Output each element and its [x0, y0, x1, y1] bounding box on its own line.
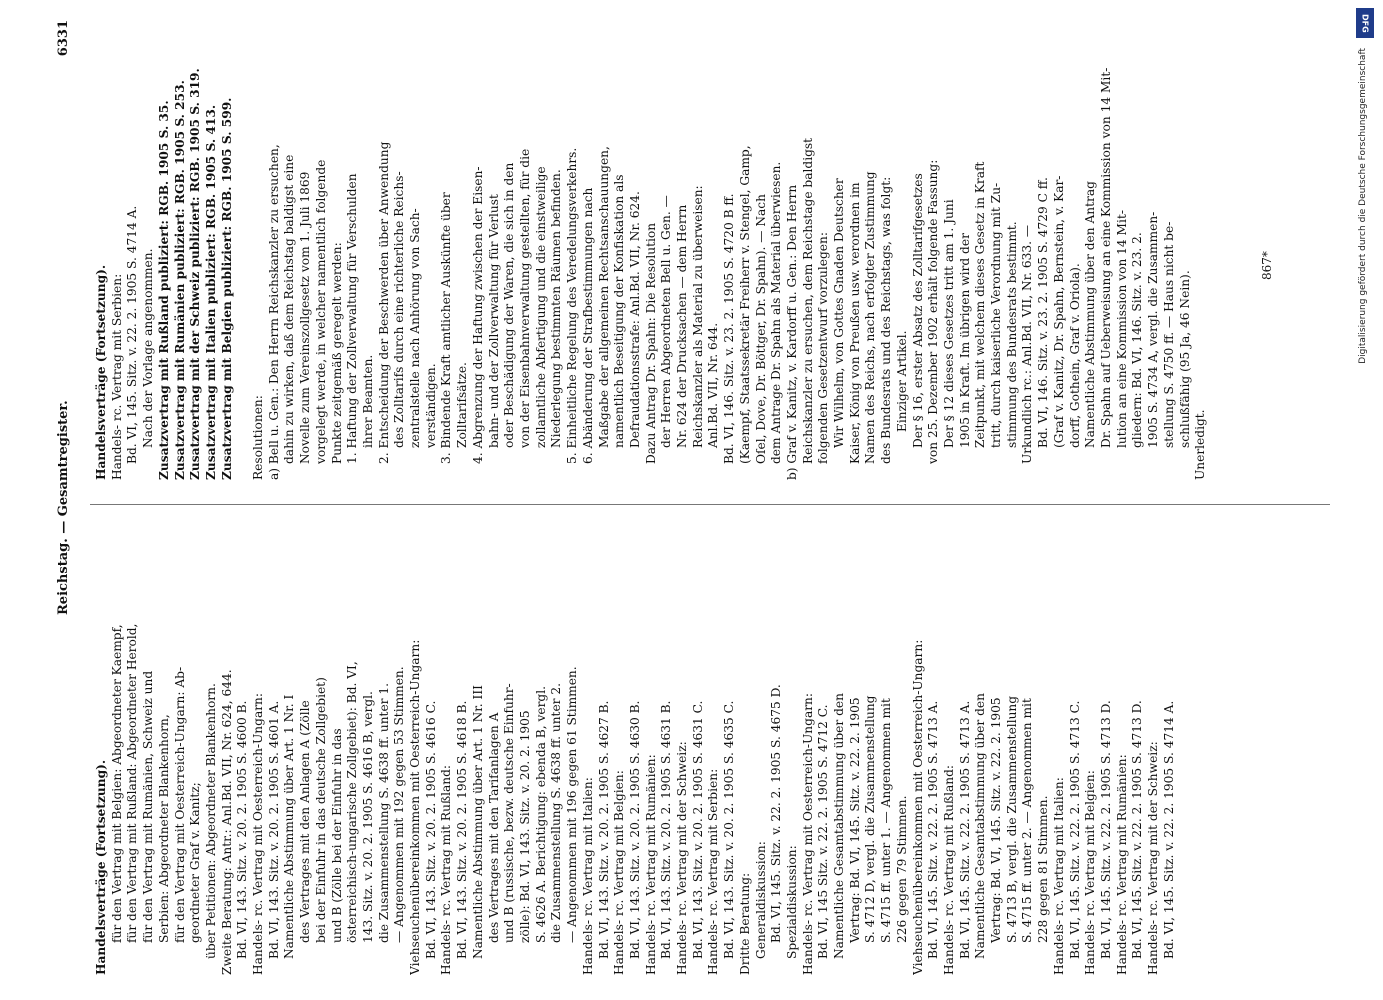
text-line: österreichisch-ungarische Zollgebiet): Bd. VI, — [345, 661, 360, 943]
text-line: dorff, Gothein, Graf v. Oriola). — [1067, 263, 1082, 448]
dfg-logo: DFG — [1356, 8, 1374, 38]
text-line: Einziger Artikel. — [894, 330, 909, 432]
text-line: b) Graf v. Kanitz, v. Kardorff u. Gen.: Den Herrn — [784, 184, 799, 480]
text-line: des Vertrages mit den Anlagen A (Zölle — [298, 700, 313, 943]
text-line: — Angenommen mit 192 gegen 53 Stimmen. — [392, 666, 407, 943]
column-divider — [90, 504, 1330, 505]
text-line: Bd. VI, 143. Sitz. v. 20. 2. 1905 S. 4631 B. — [659, 700, 674, 959]
text-line: Dr. Spahn auf Ueberweisung an eine Kommission von 14 Mit- — [1099, 67, 1113, 448]
text-line: Niederlegung bestimmten Räumen befinden. — [549, 169, 564, 448]
digitization-note: Digitalisierung gefördert durch die Deutsche Forschungsgemeinschaft — [1358, 48, 1368, 364]
text-line: S. 4715 ff. unter 1. — Angenommen mit — [879, 698, 894, 943]
text-line: Bd. VI, 143. Sitz. v. 20. 2. 1905 S. 4627 B. — [596, 700, 611, 959]
text-line: Handels- rc. Vertrag mit Oesterreich-Ungarn: — [800, 692, 815, 975]
text-line: oder Beschädigung der Waren, die sich in den — [502, 162, 517, 448]
text-line: für den Vertrag mit Rußland: Abgeordneter Herold, — [125, 623, 140, 943]
text-line: die Zusammenstellung S. 4638 ff. unter 1. — [376, 683, 391, 943]
text-line: Handels- rc. Vertrag mit der Schweiz: — [1146, 741, 1161, 975]
text-line: Bd. VI, 145. Sitz. v. 22. 2. 1905 S. 4714 A. — [125, 205, 140, 464]
text-line: 2. Entscheidung der Beschwerden über Anwendung — [376, 141, 391, 464]
text-line: S. 4626 A. Berichtigung: ebenda B, vergl. — [533, 686, 548, 943]
text-line: gliedern: Bd. VI, 146. Sitz. v. 23. 2. — [1130, 232, 1145, 448]
text-line: Handels- rc. Vertrag mit der Schweiz: — [675, 741, 690, 975]
text-line: S. 4713 B, vergl. die Zusammenstellung — [1004, 695, 1019, 943]
text-line: 5. Einheitliche Regelung des Veredelungsverkehrs. — [565, 147, 580, 464]
text-line: Dazu Antrag Dr. Spahn: Die Resolution — [643, 222, 658, 464]
text-line: Bd. VI, 145. Sitz. v. 22. 2. 1905 S. 4713 D. — [1099, 700, 1113, 959]
text-line: 143. Sitz. v. 20. 2. 1905 S. 4616 B, vergl. — [360, 691, 375, 943]
text-line: Bd. VI, 145. Sitz. v. 22. 2. 1905 S. 4713 D. — [1130, 700, 1145, 959]
right-column — [94, 20, 1209, 480]
text-line: Der § 12 dieses Gesetzes tritt am 1. Juni — [941, 199, 956, 448]
text-line: Namentliche Gesamtabstimmung über den — [832, 693, 847, 959]
text-line: stimmung des Bundesrats bestimmt. — [1004, 221, 1019, 448]
text-line: Zolltarifsätze. — [455, 362, 470, 448]
text-line: Resolutionen: — [251, 395, 266, 480]
text-line: Handels- rc. Vertrag mit Rumänien: — [1114, 754, 1129, 975]
text-line: 228 gegen 81 Stimmen. — [1036, 795, 1051, 943]
text-line: Bd. VI, 143. Sitz. v. 20. 2. 1905 S. 4635 C. — [722, 700, 737, 959]
text-line: 1905 S. 4734 A, vergl. die Zusammen- — [1146, 211, 1161, 448]
text-line: bei der Einfuhr in das deutsche Zollgebiet) — [313, 677, 328, 943]
text-line: Punkte zeitgemäß geregelt werden: — [329, 242, 344, 464]
digitization-sidebar — [1356, 8, 1376, 1000]
text-line: Namentliche Abstimmung über Art. 1 Nr. I — [282, 694, 297, 959]
text-line: Handels- rc. Vertrag mit Serbien: — [706, 768, 721, 975]
text-line: Bd. VI, 143. Sitz. v. 20. 2. 1905 S. 4630 B. — [627, 700, 642, 959]
text-line: Bd. VI, 143. Sitz. v. 20. 2. 1905 S. 4600 B. — [235, 700, 250, 959]
text-line: Bd. VI, 145. Sitz. v. 22. 2. 1905 S. 4713 A. — [957, 700, 972, 959]
text-line: (Kaempf, Staatssekretär Freiherr v. Stengel, Gamp, — [737, 145, 752, 464]
section-heading: Handelsverträge (Fortsetzung). — [94, 264, 108, 480]
text-line: Zweite Beratung: Antr.: Anl.Bd. VII, Nr. 624, 644. — [219, 669, 234, 975]
text-line: zölle): Bd. VI, 143. Sitz. v. 20. 2. 1905 — [517, 710, 532, 943]
text-line: 1. Haftung der Zollverwaltung für Verschulden — [345, 173, 360, 464]
text-line: Handels- rc. Vertrag mit Italien: — [580, 777, 595, 975]
text-line: Wir Wilhelm, von Gottes Gnaden Deutscher — [832, 178, 847, 448]
text-line: Bd. VI, 145. Sitz. v. 22. 2. 1905 S. 4713 A. — [926, 700, 941, 959]
text-line: Handels- rc. Vertrag mit Belgien: — [1083, 770, 1098, 975]
text-line: S. 4712 D, vergl. die Zusammenstellung — [863, 695, 878, 943]
text-line: verständigen. — [423, 363, 438, 448]
text-line: Viehseuchenübereinkommen mit Oesterreich-Ungarn: — [408, 639, 423, 975]
text-line: 226 gegen 79 Stimmen. — [894, 795, 909, 943]
text-line: Bd. VI, 145 Sitz. v. 22. 2. 1905 S. 4712 C. — [816, 704, 831, 959]
text-line: Defraudationsstrafe: Anl.Bd. VII, Nr. 624. — [627, 191, 642, 448]
text-line: Reichskanzler als Material zu überweisen: — [690, 185, 705, 448]
text-line: Namen des Reichs, nach erfolgter Zustimmung — [863, 171, 878, 464]
text-line: Reichskanzler zu ersuchen, dem Reichstage baldigst — [800, 137, 815, 464]
text-line: Handels- rc. Vertrag mit Rumänien: — [643, 754, 658, 975]
text-line: Bd. VI, 143. Sitz. v. 20. 2. 1905 S. 4631 C. — [690, 700, 705, 959]
text-line: und B (Zölle bei der Einfuhr in das — [329, 728, 344, 943]
text-line: Handels- rc. Vertrag mit Oesterreich-Ungarn: — [251, 692, 266, 975]
text-line: Der § 16, erster Absatz des Zolltarifgesetzes — [910, 173, 925, 448]
text-line: des Bundesrats und des Reichstags, was folgt: — [879, 176, 894, 464]
text-line: der Herren Abgeordneten Bell u. Gen. — — [659, 195, 674, 448]
text-line: namentlich Beseitigung der Konfiskation als — [612, 174, 627, 448]
text-line: Zusatzvertrag mit Italien publiziert: RGB. 1905 S. 413. — [203, 104, 218, 480]
text-line: Anl.Bd. VII, Nr. 644. — [706, 322, 721, 448]
text-line: Zusatzvertrag mit Belgien publiziert: RGB. 1905 S. 599. — [219, 97, 234, 480]
text-line: Bd. VI, 145. Sitz. v. 22. 2. 1905 S. 4713 C. — [1067, 700, 1082, 959]
text-line: Oſel, Dove, Dr. Böttger, Dr. Spahn). — Nach — [753, 194, 768, 464]
text-line: Viehseuchenübereinkommen mit Oesterreich-Ungarn: — [910, 639, 925, 975]
text-line: Namentliche Abstimmung über Art. 1 Nr. III — [470, 685, 485, 959]
text-line: bahn- und der Zollverwaltung für Verlust — [486, 194, 501, 448]
text-line: tritt, durch kaiserliche Verordnung mit Zu- — [989, 182, 1004, 448]
text-line: Maßgabe der allgemeinen Rechtsanschauungen, — [596, 146, 611, 448]
text-line: Serbien: Abgeordneter Blankenhorn, — [156, 714, 171, 943]
text-line: zentralstelle nach Anhörung von Sach- — [408, 208, 423, 448]
text-line: Generaldiskussion: — [753, 841, 768, 959]
text-line: dem Antrage Dr. Spahn als Material überwiesen. — [769, 161, 784, 464]
text-line: Bd. VI, 146. Sitz. v. 23. 2. 1905 S. 4729 C ff. — [1036, 177, 1051, 448]
text-line: 4. Abgrenzung der Haftung zwischen der Eisen- — [470, 166, 485, 464]
running-header — [50, 0, 80, 1000]
text-line: stellung S. 4750 ff. — Haus nicht be- — [1161, 221, 1176, 448]
text-line: Namentliche Gesamtabstimmung über den — [973, 693, 988, 959]
text-line: des Zolltarifs durch eine richterliche Reichs- — [392, 171, 407, 448]
text-line: Zusatzvertrag mit Rumänien publiziert: RGB. 1905 S. 253. — [172, 80, 187, 480]
text-line: für den Vertrag mit Belgien: Abgeordneter Kaempf, — [109, 624, 124, 943]
text-line: Bd. VI, 143. Sitz. v. 20. 2. 1905 S. 4618 B. — [455, 700, 470, 959]
text-line: lution an eine Kommission von 14 Mit- — [1114, 210, 1129, 448]
text-line: ihrer Beamten. — [360, 354, 375, 448]
text-line: Namentliche Abstimmung über den Antrag — [1083, 181, 1098, 448]
text-line: die Zusammenstellung S. 4638 ff. unter 2. — [549, 683, 564, 943]
text-line: für den Vertrag mit Oesterreich-Ungarn: Ab- — [172, 666, 187, 943]
text-line: Zusatzvertrag mit der Schweiz publiziert: RGB. 1905 S. 319. — [188, 68, 203, 480]
text-line: Unerledigt. — [1193, 409, 1208, 480]
text-line: Handels- rc. Vertrag mit Italien: — [1051, 777, 1066, 975]
text-line: dahin zu wirken, daß dem Reichstag baldigst eine — [282, 154, 297, 464]
text-line: schlußfähig (95 Ja, 46 Nein). — [1177, 270, 1192, 448]
text-line: Handels- rc. Vertrag mit Belgien: — [612, 770, 627, 975]
header-title: Reichstag. — Gesamtregister. — [56, 400, 71, 615]
text-line — [235, 20, 251, 480]
text-line: a) Bell u. Gen.: Den Herrn Reichskanzler zu ersuchen, — [266, 144, 281, 480]
text-line: Handels- rc. Vertrag mit Rußland: — [941, 764, 956, 975]
text-line: 1905 in Kraft. Im übrigen wird der — [957, 233, 972, 448]
text-line: (Graf v. Kanitz, Dr. Spahn, Bernstein, v. Kar- — [1051, 175, 1066, 448]
text-line: Novelle zum Vereinszollgesetz vom 1. Juli 1869 — [298, 171, 313, 464]
text-line: Zeitpunkt, mit welchem dieses Gesetz in Kraft — [973, 161, 988, 448]
text-line: des Vertrages mit den Tarifanlagen A — [486, 712, 501, 943]
text-line: Nr. 624 der Drucksachen — dem Herrn — [675, 204, 690, 448]
text-line: Handels- rc. Vertrag mit Rußland: — [439, 764, 454, 975]
text-line: 3. Bindende Kraft amtlicher Auskünfte über — [439, 192, 454, 464]
text-line: 6. Abänderung der Strafbestimmungen nach — [580, 187, 595, 464]
left-column — [94, 515, 1178, 975]
text-line: Bd. VI, 145. Sitz. v. 22. 2. 1905 S. 4675 D. — [769, 684, 784, 943]
text-line: folgenden Gesetzentwurf vorzulegen: — [816, 232, 831, 464]
text-line: Vertrag: Bd. VI, 145. Sitz. v. 22. 2. 1905 — [847, 697, 862, 943]
text-line: Bd. VI, 146. Sitz. v. 23. 2. 1905 S. 4720 B ff. — [722, 193, 737, 464]
text-line: Dritte Beratung: — [737, 872, 752, 975]
text-line: geordneter Graf v. Kanitz; — [188, 782, 203, 943]
text-line: — Angenommen mit 196 gegen 61 Stimmen. — [565, 666, 580, 943]
text-line: Nach der Vorlage angenommen. — [141, 248, 156, 448]
text-line: von der Eisenbahnverwaltung gestellten, für die — [517, 148, 532, 448]
text-line: Bd. VI, 145. Sitz. v. 22. 2. 1905 S. 4714 A. — [1161, 700, 1176, 959]
section-heading: Handelsverträge (Fortsetzung). — [94, 759, 108, 975]
text-line: Vertrag: Bd. VI, 145. Sitz. v. 22. 2. 1905 — [989, 697, 1004, 943]
signature-mark: 867* — [1260, 251, 1274, 280]
text-line: Urkundlich rc.: Anl.Bd. VII, Nr. 633. — — [1020, 224, 1035, 464]
rotated-content — [50, 0, 1340, 1000]
text-line: S. 4715 ff. unter 2. — Angenommen mit — [1020, 698, 1035, 943]
text-line: zollamtliche Abfertigung und die einstweilige — [533, 166, 548, 448]
text-line: für den Vertrag mit Rumänien, Schweiz und — [141, 670, 156, 943]
text-line: über Petitionen: Abgeordneter Blankenhorn. — [203, 683, 218, 959]
text-line: und B (russische, bezw. deutsche Einfuhr- — [502, 683, 517, 943]
text-line: von 25. Dezember 1902 erhält folgende Fassung: — [926, 159, 941, 464]
text-line: Kaiser, König von Preußen usw. verordnen im — [847, 182, 862, 464]
text-line: Bd. VI, 143. Sitz. v. 20. 2. 1905 S. 4616 C. — [423, 700, 438, 959]
text-line: Zusatzvertrag mit Rußland publiziert: RGB. 1905 S. 35. — [156, 100, 171, 480]
page-number: 6331 — [56, 20, 71, 57]
text-line: vorgelegt werde, in welcher namentlich folgende — [313, 159, 328, 464]
text-line: Handels- rc. Vertrag mit Serbien: — [109, 273, 124, 480]
text-line: Bd. VI, 143. Sitz. v. 20. 2. 1905 S. 4601 A. — [266, 700, 281, 959]
text-line: Spezialdiskussion: — [784, 845, 799, 959]
